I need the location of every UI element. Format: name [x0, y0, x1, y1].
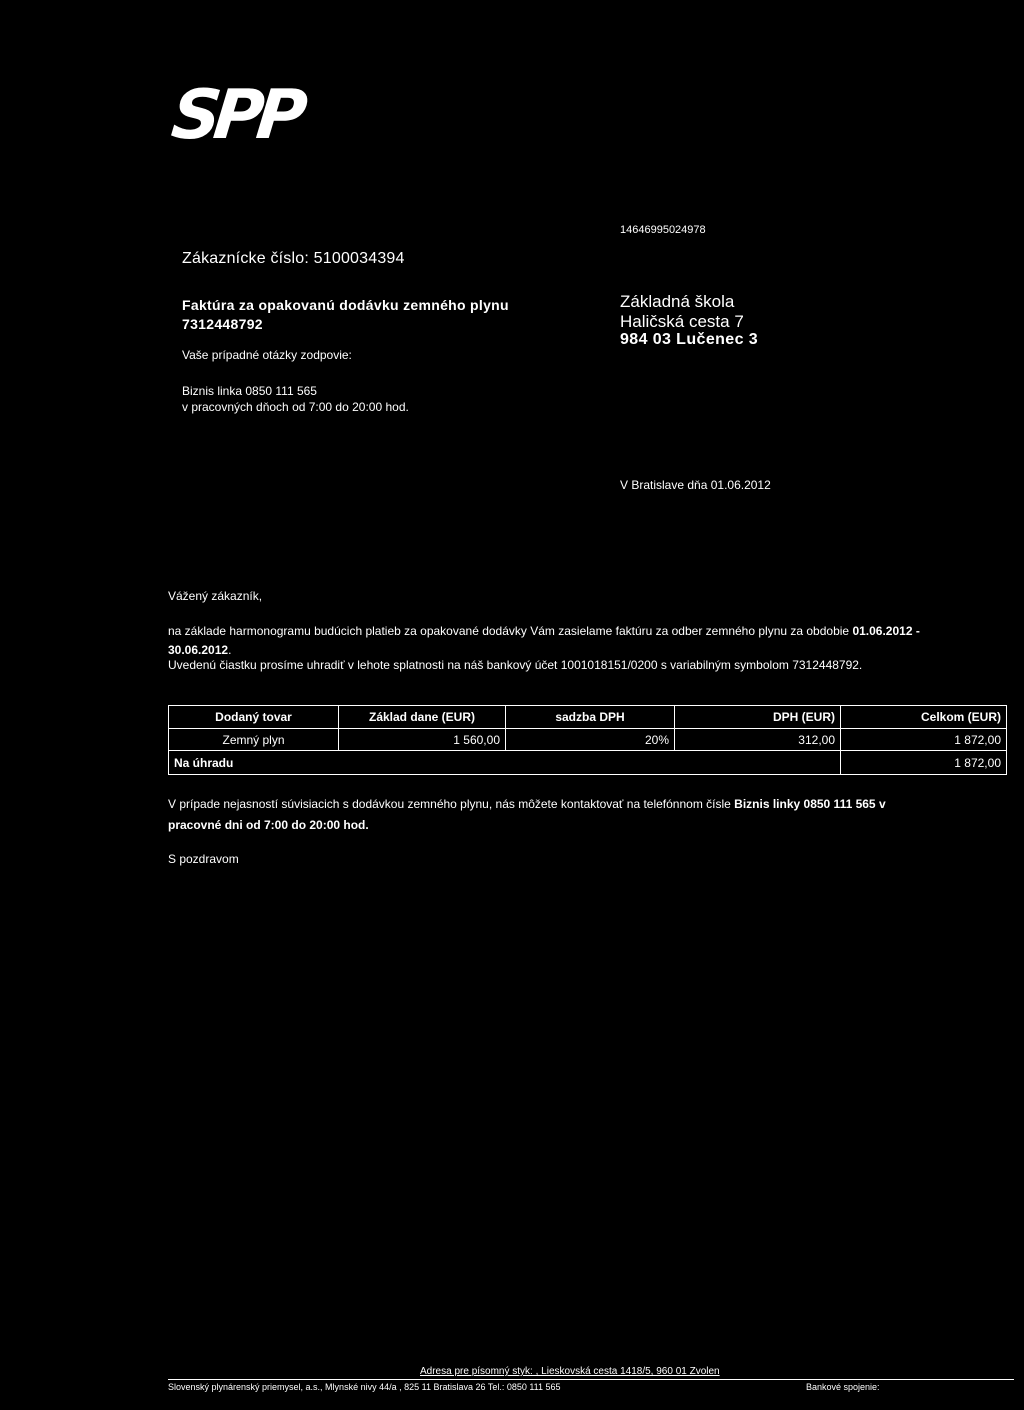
header-product: Dodaný tovar — [169, 706, 339, 729]
cell-vat: 312,00 — [675, 729, 841, 751]
period-end: 30.06.2012 — [168, 643, 229, 657]
invoice-number: 7312448792 — [182, 316, 263, 332]
company-logo: SPP — [167, 76, 304, 155]
cell-total: 1 872,00 — [841, 729, 1007, 751]
footer-bank: Bankové spojenie: — [806, 1382, 880, 1392]
invoice-title: Faktúra za opakovanú dodávku zemného plynu — [182, 297, 509, 313]
barcode-number: 14646995024978 — [620, 224, 706, 236]
contact-hotline: Biznis linky 0850 111 565 v — [734, 797, 886, 811]
letter-date: V Bratislave dňa 01.06.2012 — [620, 478, 771, 492]
period-start: 01.06.2012 - — [852, 624, 920, 638]
recipient-street: Haličská cesta 7 — [620, 312, 744, 331]
customer-number: Zákaznícke číslo: 5100034394 — [182, 250, 405, 267]
recipient-name: Základná škola — [620, 292, 735, 311]
letter-line-3: Uvedenú čiastku prosíme uhradiť v lehote splatnosti na náš bankový účet 1001018151/0200 s variabilným symbolom 7312448792. — [168, 658, 863, 672]
cell-product: Zemný plyn — [169, 729, 339, 751]
questions-label: Vaše prípadné otázky zodpovie: — [182, 348, 352, 362]
table-total-row — [169, 751, 1007, 775]
contact-line-1 — [168, 797, 886, 811]
cell-tax-base: 1 560,00 — [339, 729, 506, 751]
total-label: Na úhradu — [169, 751, 841, 775]
header-vat: DPH (EUR) — [675, 706, 841, 729]
recipient-city: 984 03 Lučenec 3 — [620, 331, 759, 348]
footer-divider — [168, 1379, 1014, 1380]
table-row — [169, 729, 1007, 751]
contact-line-1-text: V prípade nejasností súvisiacich s dodávkou zemného plynu, nás môžete kontaktovať na telefónnom čísle — [168, 797, 735, 811]
total-value: 1 872,00 — [841, 751, 1007, 775]
letter-line-2 — [168, 643, 231, 657]
invoice-table — [168, 705, 1007, 775]
regards: S pozdravom — [168, 852, 239, 866]
table-header-row — [169, 706, 1007, 729]
letter-line-2-text: . — [228, 643, 232, 657]
salutation: Vážený zákazník, — [168, 589, 263, 603]
header-tax-base: Základ dane (EUR) — [339, 706, 506, 729]
cell-vat-rate: 20% — [506, 729, 675, 751]
hotline-hours: v pracovných dňoch od 7:00 do 20:00 hod. — [182, 400, 409, 414]
header-total: Celkom (EUR) — [841, 706, 1007, 729]
footer-company: Slovenský plynárenský priemysel, a.s., Mlynské nivy 44/a , 825 11 Bratislava 26 Tel.: 0850 111 565 — [168, 1382, 561, 1392]
footer-address: Adresa pre písomný styk: , Lieskovská cesta 1418/5, 960 01 Zvolen — [420, 1366, 720, 1377]
letter-line-1-text: na základe harmonogramu budúcich platieb za opakované dodávky Vám zasielame faktúru za odber zemného plynu za obdobie — [168, 624, 853, 638]
hotline-number: Biznis linka 0850 111 565 — [182, 384, 317, 398]
letter-line-1 — [168, 624, 920, 638]
contact-hours: pracovné dni od 7:00 do 20:00 hod. — [168, 818, 369, 832]
header-vat-rate: sadzba DPH — [506, 706, 675, 729]
